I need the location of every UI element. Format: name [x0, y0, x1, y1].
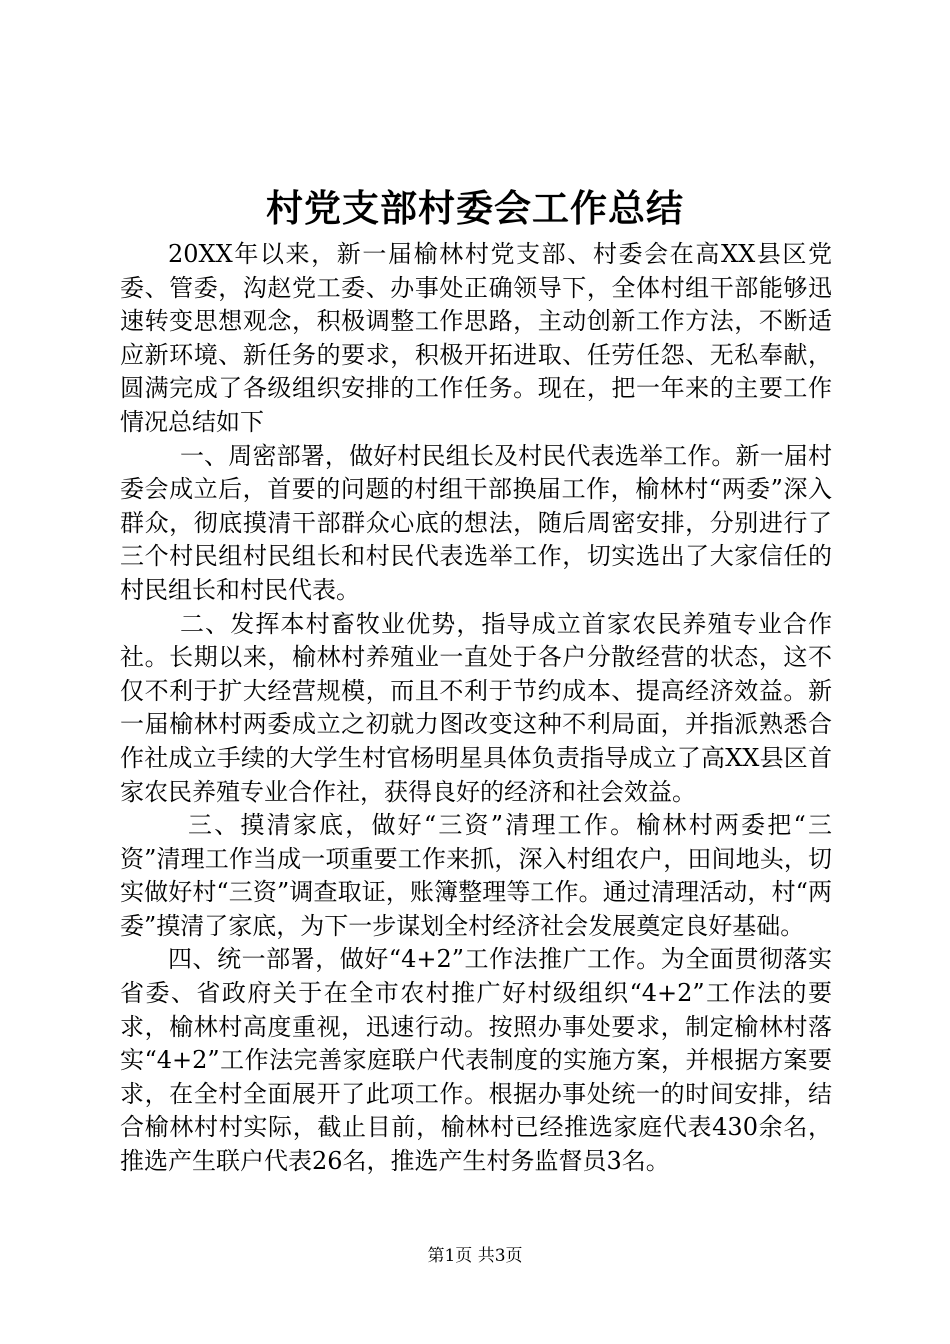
paragraph-section-1: 一、周密部署，做好村民组长及村民代表选举工作。新一届村委会成立后，首要的问题的村组干部换届工作，榆林村“两委”深入群众，彻底摸清干部群众心底的想法，随后周密安排，分别进行了三个村民组村民组长和村民代表选举工作，切实选出了大家信任的村民组长和村民代表。 [120, 441, 832, 604]
paragraph-section-4: 四、统一部署，做好“4+2”工作法推广工作。为全面贯彻落实省委、省政府关于在全市农村推广好村级组织“4+2”工作法的要求，榆林村高度重视，迅速行动。按照办事处要求，制定榆林村落实“4+2”工作法完善家庭联户代表制度的实施方案，并根据方案要求，在全村全面展开了此项工作。根据办事处统一的时间安排，结合榆林村村实际，截止目前，榆林村已经推选家庭代表430余名，推选产生联户代表26名，推选产生村务监督员3名。 [120, 945, 832, 1176]
document-title: 村党支部村委会工作总结 [266, 186, 684, 230]
paragraph-section-3: 三、摸清家底，做好“三资”清理工作。榆林村两委把“三资”清理工作当成一项重要工作来抓，深入村组农户，田间地头，切实做好村“三资”调查取证，账簿整理等工作。通过清理活动，村“两委”摸清了家底，为下一步谋划全村经济社会发展奠定良好基础。 [120, 811, 832, 940]
paragraph-intro: 20XX年以来，新一届榆林村党支部、村委会在高XX县区党委、管委，沟赵党工委、办事处正确领导下，全体村组干部能够迅速转变思想观念，积极调整工作思路，主动创新工作方法，不断适应新环境、新任务的要求，积极开拓进取、任劳任怨、无私奉献，圆满完成了各级组织安排的工作任务。现在，把一年来的主要工作情况总结如下 [120, 240, 832, 436]
page-footer: 第1页 共3页 [427, 1246, 523, 1266]
document-body [120, 238, 832, 1179]
paragraph-section-2: 二、发挥本村畜牧业优势，指导成立首家农民养殖专业合作社。长期以来，榆林村养殖业一直处于各户分散经营的状态，这不仅不利于扩大经营规模，而且不利于节约成本、提高经济效益。新一届榆林村两委成立之初就力图改变这种不利局面，并指派熟悉合作社成立手续的大学生村官杨明星具体负责指导成立了高XX县区首家农民养殖专业合作社，获得良好的经济和社会效益。 [120, 609, 832, 806]
